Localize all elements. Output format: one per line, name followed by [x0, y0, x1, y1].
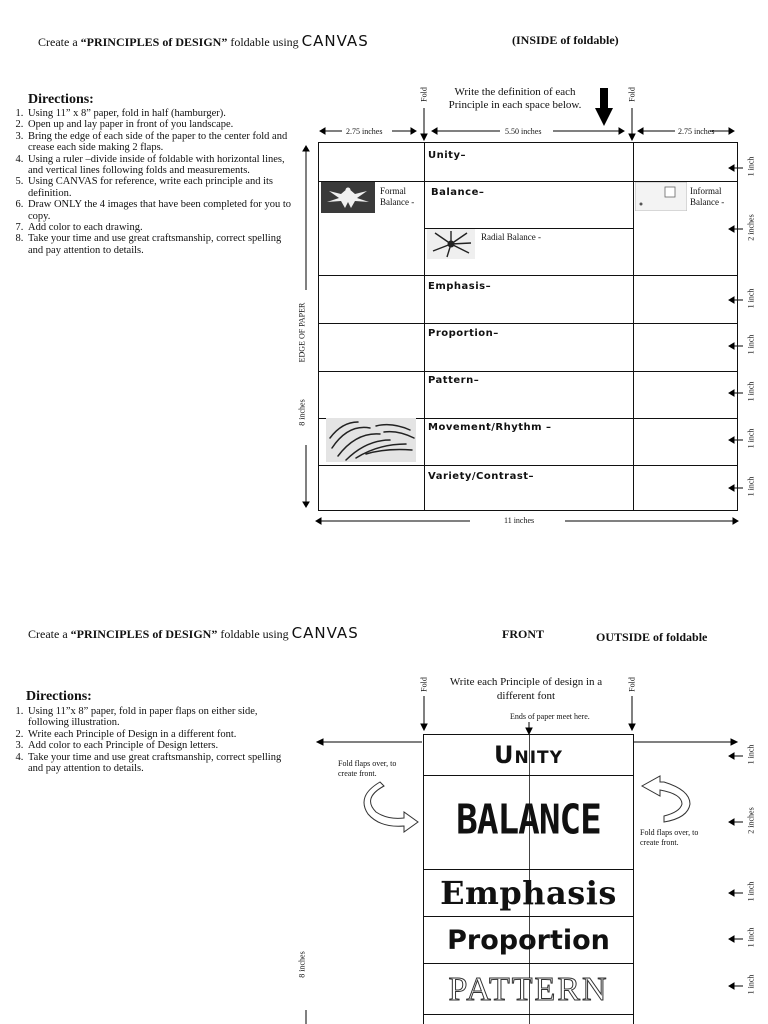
direction-item: 5. Using CANVAS for reference, write each principle and its definition.: [26, 176, 292, 199]
instruction-text: Write the definition of each Principle in each space below.: [448, 86, 582, 111]
directions-title: Directions:: [26, 689, 92, 704]
inch-label: 1 inch: [746, 744, 756, 765]
right-outward-arrow: [634, 739, 737, 745]
eight-inches-label: 8 inches: [297, 399, 307, 426]
word-emphasis: Emphasis: [440, 874, 617, 912]
principle-label-unity: Unity–: [428, 150, 466, 161]
direction-item: 4. Using a ruler –divide inside of foldable with horizontal lines, and vertical lines following folds and measurements.: [26, 154, 292, 177]
ends-meet-arrow: [526, 722, 532, 734]
header-prefix: Create a: [38, 35, 81, 49]
dim-mid-label: 5.50 inches: [505, 127, 542, 136]
ends-meet-label: Ends of paper meet here.: [510, 712, 590, 721]
header-canvas: CANVAS: [301, 32, 369, 50]
principle-label-balance: Balance–: [431, 187, 485, 198]
inch-label: 1 inch: [746, 156, 756, 177]
inch-label: 1 inch: [746, 881, 756, 902]
dim-bottom-label: 11 inches: [504, 516, 535, 525]
direction-item: 2. Open up and lay paper in front of you landscape.: [26, 119, 292, 130]
fold-arrow-right: [629, 696, 635, 730]
instruction-text: Write each Principle of design in a different font: [449, 676, 603, 702]
dim-right-label: 2.75 inches: [678, 127, 715, 136]
inch-label: 1 inch: [746, 288, 756, 309]
fold-label-left: Fold: [419, 87, 429, 102]
word-unity: Unity: [494, 741, 563, 769]
inch-label: 1 inch: [746, 927, 756, 948]
fold-arrow-left: [421, 696, 427, 730]
principle-label-proportion: Proportion–: [428, 328, 499, 339]
front-label: FRONT: [502, 627, 544, 641]
fold-label-right: Fold: [627, 87, 637, 102]
principle-label-pattern: Pattern–: [428, 375, 480, 386]
header-mid: foldable using: [217, 627, 292, 641]
fold-label-left: Fold: [419, 677, 429, 692]
direction-item: 1. Using 11” x 8” paper, fold in half (hamburger).: [26, 108, 292, 119]
curved-arrow-right-icon: [642, 776, 690, 822]
word-pattern: PATTERN: [448, 971, 609, 1008]
edge-of-paper-label: EDGE OF PAPER: [297, 302, 307, 363]
inch-label: 2 inches: [746, 214, 756, 241]
principle-label-emphasis: Emphasis–: [428, 281, 492, 292]
left-outward-arrow: [317, 739, 422, 745]
directions-title: Directions:: [28, 92, 94, 107]
fold-flaps-label-left: Fold flaps over, to create front.: [338, 759, 397, 778]
inch-label: 1 inch: [746, 381, 756, 402]
direction-item: 3. Add color to each Principle of Design letters.: [26, 740, 294, 751]
header-mid: foldable using: [227, 35, 302, 49]
direction-item: 6. Draw ONLY the 4 images that have been completed for you to copy.: [26, 199, 292, 222]
principle-label-movement: Movement/Rhythm –: [428, 422, 552, 433]
movement-image: [326, 418, 416, 462]
eight-inches-label: 8 inches: [297, 951, 307, 978]
direction-item: 4. Take your time and use great craftsmanship, correct spelling and pay attention to details.: [26, 752, 294, 775]
fold-flaps-label-right: Fold flaps over, to create front.: [640, 828, 699, 847]
informal-balance-label: Informal Balance -: [690, 186, 725, 207]
formal-balance-image: [321, 182, 375, 213]
radial-balance-label: Radial Balance -: [481, 232, 541, 242]
inch-label: 1 inch: [746, 428, 756, 449]
word-balance: BALANCE: [456, 796, 601, 844]
fold-arrow-right: [629, 108, 635, 140]
formal-balance-label: Formal Balance -: [380, 186, 415, 207]
outside-label: OUTSIDE of foldable: [596, 630, 708, 644]
inch-label: 1 inch: [746, 334, 756, 355]
inch-label: 2 inches: [746, 807, 756, 834]
header-title: “PRINCIPLES of DESIGN”: [70, 627, 218, 641]
header-title: “PRINCIPLES of DESIGN”: [80, 35, 228, 49]
front-strip: [423, 734, 634, 1024]
inch-label: 1 inch: [746, 974, 756, 995]
informal-balance-image: [635, 182, 687, 211]
radial-balance-image: [427, 229, 475, 259]
direction-item: 2. Write each Principle of Design in a different font.: [26, 729, 294, 740]
fold-label-right: Fold: [627, 677, 637, 692]
curved-arrow-left-icon: [364, 782, 418, 832]
direction-item: 3. Bring the edge of each side of the paper to the center fold and crease each side making 2 flaps.: [26, 131, 292, 154]
principle-label-variety: Variety/Contrast–: [428, 471, 535, 482]
inch-label: 1 inch: [746, 476, 756, 497]
direction-item: 7. Add color to each drawing.: [26, 222, 292, 233]
dim-left-label: 2.75 inches: [346, 127, 383, 136]
word-proportion: Proportion: [447, 925, 610, 956]
direction-item: 1. Using 11”x 8” paper, fold in paper flaps on either side, following illustration.: [26, 706, 294, 729]
header-prefix: Create a: [28, 627, 71, 641]
fold-arrow-left: [421, 108, 427, 140]
direction-item: 8. Take your time and use great craftsmanship, correct spelling and pay attention to details.: [26, 233, 292, 256]
header-canvas: CANVAS: [291, 624, 359, 642]
arrows-overlay-bottom: [0, 640, 768, 1024]
inside-label: (INSIDE of foldable): [512, 33, 619, 47]
down-arrow-icon: [595, 88, 613, 126]
row-arrows-right: [729, 753, 743, 989]
